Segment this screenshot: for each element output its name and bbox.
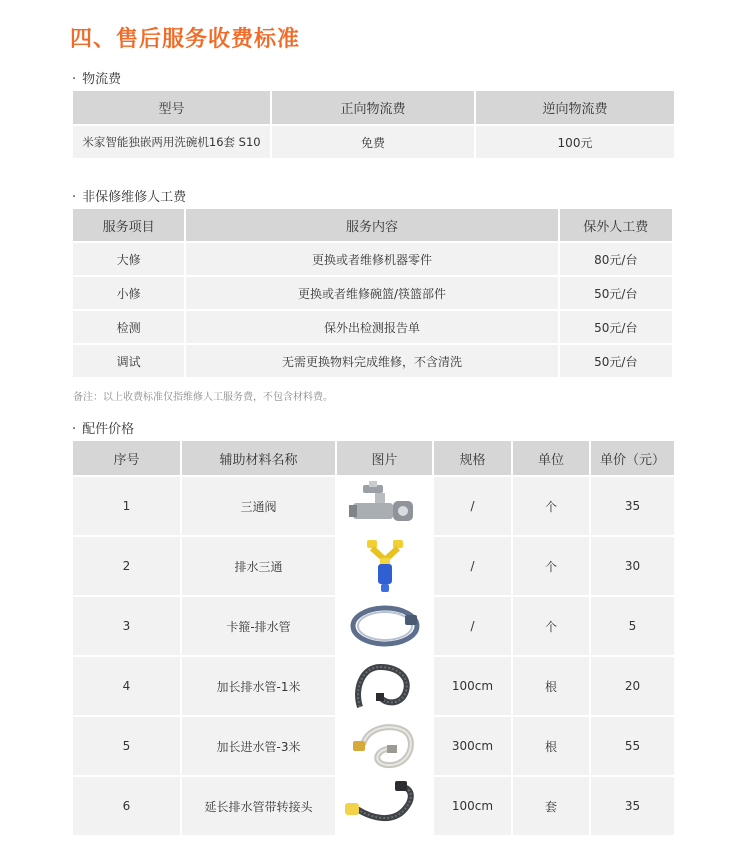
bullet-icon: · <box>72 422 77 437</box>
cell-labor-fee: 80元/台 <box>560 243 672 275</box>
cell-service-item: 大修 <box>73 243 184 275</box>
cell-spec: / <box>434 477 511 535</box>
cell-name: 排水三通 <box>182 537 335 595</box>
cell-labor-fee: 50元/台 <box>560 277 672 309</box>
cell-service-item: 小修 <box>73 277 184 309</box>
cell-price: 30 <box>591 537 674 595</box>
drain-hose-icon <box>350 659 420 713</box>
section-labor-text: 非保修维修人工费 <box>82 190 187 205</box>
table-row <box>73 657 674 715</box>
cell-name: 三通阀 <box>182 477 335 535</box>
header-name: 辅助材料名称 <box>182 441 335 475</box>
cell-name: 卡箍-排水管 <box>182 597 335 655</box>
cell-image <box>337 597 432 655</box>
table-row <box>73 311 672 343</box>
bullet-icon: · <box>72 72 77 87</box>
section-parts-text: 配件价格 <box>82 422 135 437</box>
cell-price: 5 <box>591 597 674 655</box>
cell-unit: 个 <box>513 597 589 655</box>
table-header-row <box>73 441 674 475</box>
table-row <box>73 777 674 835</box>
cell-labor-fee: 50元/台 <box>560 345 672 377</box>
cell-name: 加长排水管-1米 <box>182 657 335 715</box>
cell-service-content: 无需更换物料完成维修，不含清洗 <box>186 345 557 377</box>
cell-image <box>337 477 432 535</box>
header-forward-fee: 正向物流费 <box>272 91 474 124</box>
section-logistics-text: 物流费 <box>82 72 122 87</box>
note-text: 备注：以上收费标准仅指维修人工服务费，不包含材料费。 <box>73 392 333 403</box>
header-no: 序号 <box>73 441 180 475</box>
table-row <box>73 477 674 535</box>
cell-no: 4 <box>73 657 180 715</box>
header-price: 单价（元） <box>591 441 674 475</box>
table-row <box>73 243 672 275</box>
cell-spec: 100cm <box>434 777 511 835</box>
cell-image <box>337 777 432 835</box>
cell-name: 延长排水管带转接头 <box>182 777 335 835</box>
cell-no: 1 <box>73 477 180 535</box>
page-title: 四、售后服务收费标准 <box>70 27 301 52</box>
header-image: 图片 <box>337 441 432 475</box>
cell-image <box>337 717 432 775</box>
table-row <box>73 597 674 655</box>
cell-service-content: 保外出检测报告单 <box>186 311 557 343</box>
cell-service-content: 更换或者维修机器零件 <box>186 243 557 275</box>
cell-model: 米家智能独嵌两用洗碗机16套 S10 <box>73 126 270 158</box>
table-header-row <box>73 209 672 241</box>
cell-no: 3 <box>73 597 180 655</box>
section-logistics-label <box>72 68 121 87</box>
cell-name: 加长进水管-3米 <box>182 717 335 775</box>
cell-spec: 100cm <box>434 657 511 715</box>
labor-table <box>71 207 674 379</box>
header-service-content: 服务内容 <box>186 209 557 241</box>
cell-service-item: 调试 <box>73 345 184 377</box>
cell-no: 5 <box>73 717 180 775</box>
inlet-hose-icon <box>347 719 423 773</box>
cell-spec: / <box>434 537 511 595</box>
header-labor-fee: 保外人工费 <box>560 209 672 241</box>
cell-service-content: 更换或者维修碗篮/筷篮部件 <box>186 277 557 309</box>
cell-price: 35 <box>591 477 674 535</box>
table-header-row <box>73 91 674 124</box>
header-unit: 单位 <box>513 441 589 475</box>
cell-spec: 300cm <box>434 717 511 775</box>
cell-unit: 个 <box>513 537 589 595</box>
logistics-table <box>71 89 676 160</box>
cell-no: 2 <box>73 537 180 595</box>
cell-labor-fee: 50元/台 <box>560 311 672 343</box>
table-row <box>73 277 672 309</box>
header-spec: 规格 <box>434 441 511 475</box>
cell-forward-fee: 免费 <box>272 126 474 158</box>
cell-price: 35 <box>591 777 674 835</box>
cell-unit: 根 <box>513 717 589 775</box>
cell-spec: / <box>434 597 511 655</box>
table-row <box>73 537 674 595</box>
cell-no: 6 <box>73 777 180 835</box>
section-parts-label <box>72 418 134 437</box>
header-model: 型号 <box>73 91 270 124</box>
cell-price: 55 <box>591 717 674 775</box>
section-labor-label <box>72 186 186 205</box>
cell-unit: 个 <box>513 477 589 535</box>
cell-unit: 根 <box>513 657 589 715</box>
cell-reverse-fee: 100元 <box>476 126 674 158</box>
drain-tee-icon <box>355 538 415 594</box>
table-row <box>73 126 674 158</box>
bullet-icon: · <box>72 190 77 205</box>
cell-price: 20 <box>591 657 674 715</box>
cell-image <box>337 537 432 595</box>
cell-unit: 套 <box>513 777 589 835</box>
table-row <box>73 717 674 775</box>
hose-clamp-icon <box>345 601 425 651</box>
header-service-item: 服务项目 <box>73 209 184 241</box>
table-row <box>73 345 672 377</box>
tee-valve-icon <box>345 479 425 533</box>
extension-hose-icon <box>343 779 427 833</box>
cell-service-item: 检测 <box>73 311 184 343</box>
parts-table <box>71 439 676 837</box>
cell-image <box>337 657 432 715</box>
header-reverse-fee: 逆向物流费 <box>476 91 674 124</box>
